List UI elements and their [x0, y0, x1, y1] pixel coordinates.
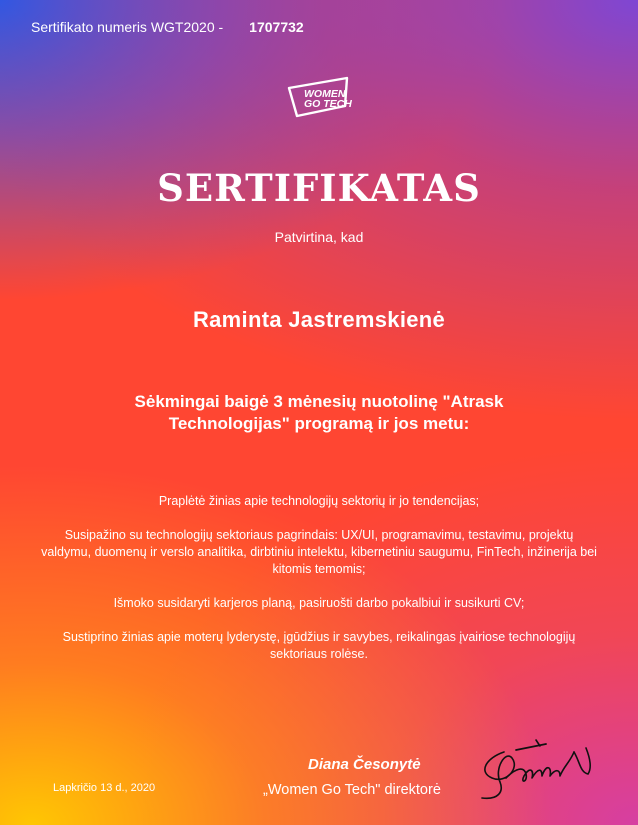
logo-line2: GO TECH	[304, 98, 352, 110]
achievement-item: Išmoko susidaryti karjeros planą, pasiruošti darbo pokalbiui ir susikurti CV;	[113, 596, 525, 610]
logo-line1: WOMEN	[304, 88, 346, 100]
certificate-number-value: 1707732	[249, 19, 304, 35]
achievement-item: Sustiprino žinias apie moterų lyderystę, įgūdžius ir savybes, reikalingas įvairiose technologijų sektoriaus rolėse.	[62, 630, 576, 661]
certificate-number-label: Sertifikato numeris WGT2020 -	[31, 19, 224, 35]
certificate-title: SERTIFIKATAS	[157, 166, 481, 210]
women-go-tech-logo	[283, 76, 355, 122]
recipient-name: Raminta Jastremskienė	[192, 307, 446, 332]
achievements-list	[40, 493, 598, 680]
signer-role: „Women Go Tech" direktorė	[263, 782, 441, 798]
certificate-number	[31, 19, 304, 35]
certificate-subtitle: Patvirtina, kad	[274, 229, 364, 245]
handwritten-signature	[476, 738, 596, 802]
achievement-item: Susipažino su technologijų sektoriaus pagrindais: UX/UI, programavimu, testavimu, projektų valdymu, duomenų ir verslo analitika, dirbtiniu intelektu, kibernetiniu saugumu, FinTech, inžinerija bei kitomis temomis;	[41, 528, 597, 576]
issue-date: Lapkričio 13 d., 2020	[53, 782, 156, 794]
signer-name: Diana Česonytė	[308, 756, 421, 773]
completion-statement: Sėkmingai baigė 3 mėnesių nuotolinę "Atrask Technologijas" programą ir jos metu:	[134, 392, 504, 433]
achievement-item: Praplėtė žinias apie technologijų sektorių ir jo tendencijas;	[158, 494, 480, 508]
